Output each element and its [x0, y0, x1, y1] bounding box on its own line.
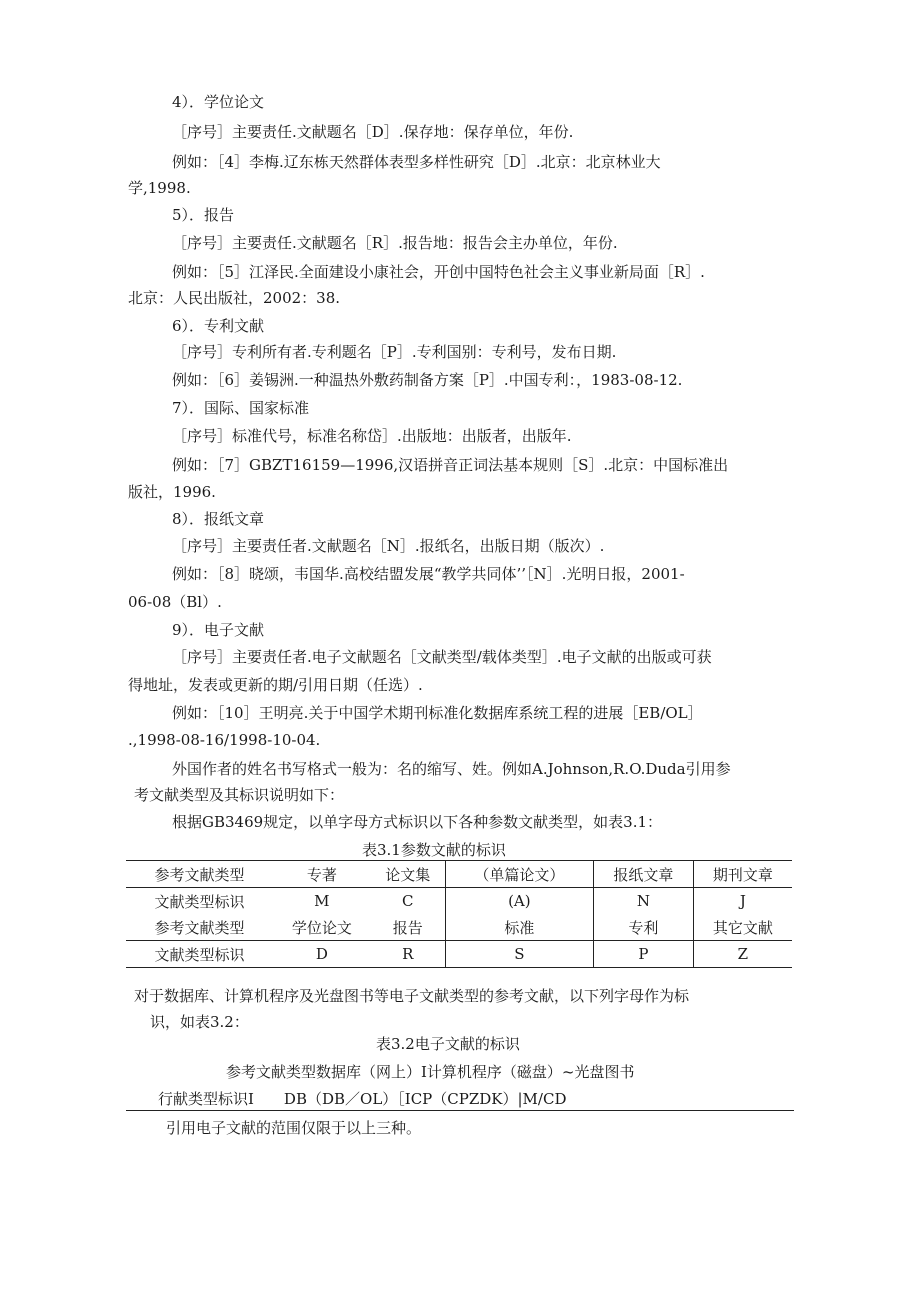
format-line: ［序号］专利所有者.专利题名［P］.专利国别：专利号，发布日期. [172, 343, 617, 361]
table-cell: M [314, 892, 330, 910]
table-cell: 文献类型标识 [126, 941, 273, 968]
example-continuation: 06-08（Bl）. [128, 593, 222, 611]
table-cell: （单篇论文） [445, 861, 594, 888]
paragraph-continuation: 考文献类型及其标识说明如下： [134, 786, 345, 804]
section-heading-electronic: 9）．电子文献 [172, 621, 265, 639]
section-heading-thesis: 4）．学位论文 [172, 93, 265, 111]
table-cell: 学位论文 [291, 918, 352, 937]
format-continuation: 得地址，发表或更新的期/引用日期（任选）. [128, 676, 423, 694]
example-line: 例如：［6］姜锡洲.一种温热外敷药制备方案［P］.中国专利：，1983-08-12. [172, 371, 683, 389]
example-continuation: 版社，1996. [128, 483, 216, 501]
format-line: ［序号］标准代号，标准名称岱］.出版地：出版者，出版年. [172, 427, 572, 445]
table-cell: 文献类型标识 [154, 892, 245, 911]
example-line: 例如：［4］李梅.辽东栋天然群体表型多样性研究［D］.北京：北京林业大 [172, 153, 661, 171]
example-line: 例如：［7］GBZT16159—1996,汉语拼音正词法基本规则［S］.北京：中国标准出 [172, 456, 729, 474]
example-continuation: 北京：人民出版社，2002：38. [128, 289, 341, 307]
table-cell: 报纸文章 [594, 861, 694, 888]
table-cell: 专利 [594, 914, 694, 941]
table-cell: S [445, 941, 594, 968]
table-cell: 专著 [273, 861, 371, 888]
example-line: 例如：［10］王明亮.关于中国学术期刊标准化数据库系统工程的进展［EB/OL］ [172, 704, 703, 722]
table-3-2-caption: 表3.2电子文献的标识 [376, 1035, 520, 1053]
table-row [126, 914, 792, 941]
section-heading-patent: 6）．专利文献 [172, 317, 265, 335]
table-row [126, 941, 792, 968]
table-row [126, 861, 792, 888]
format-line: ［序号］主要责任者.文献题名［N］.报纸名，出版日期（版次）. [172, 537, 605, 555]
section-heading-standard: 7）．国际、国家标准 [172, 399, 310, 417]
example-continuation: 学,1998. [128, 179, 191, 197]
table-3-1-caption: 表3.1参数文献的标识 [362, 841, 506, 859]
section-heading-report: 5）．报告 [172, 206, 235, 224]
table-cell: 参考文献类型 [126, 861, 273, 888]
example-line: 例如：［8］晓颂，韦国华.高校结盟发展“教学共同体’’［N］.光明日报，2001- [172, 565, 685, 583]
table-cell: Z [693, 941, 792, 968]
paragraph-electronic-types: 对于数据库、计算机程序及光盘图书等电子文献类型的参考文献，以下列字母作为标 [134, 987, 690, 1005]
table-3-2-header-row: 参考文献类型数据库（网上）I计算机程序（磁盘）~光盘图书 [226, 1063, 635, 1081]
table-cell: D [273, 941, 371, 968]
table-cell: J [739, 892, 746, 910]
paragraph-gb3469: 根据GB3469规定，以单字母方式标识以下各种参数文献类型，如表3.1： [172, 813, 663, 831]
table-cell: 论文集 [371, 861, 445, 888]
table-cell: 期刊文章 [693, 861, 792, 888]
table-cell: R [371, 941, 445, 968]
table-cell: P [594, 941, 694, 968]
table-3-1 [126, 860, 792, 968]
format-line: ［序号］主要责任者.电子文献题名［文献类型/载体类型］.电子文献的出版或可获 [172, 648, 712, 666]
table-cell: 标准 [445, 914, 594, 941]
example-continuation: .,1998-08-16/1998-10-04. [128, 731, 321, 749]
table-3-2-data-row: 行献类型标识I DB（DB／OL）［ICP（CPZDK）|M/CD [158, 1090, 567, 1108]
paragraph-foreign-authors: 外国作者的姓名书写格式一般为：名的缩写、姓。例如A.Johnson,R.O.Duda引用参 [172, 760, 731, 778]
table-cell: 其它文献 [712, 918, 773, 937]
section-heading-newspaper: 8）．报纸文章 [172, 510, 265, 528]
table-cell: N [594, 888, 694, 915]
format-line: ［序号］主要责任.文献题名［D］.保存地：保存单位，年份. [172, 123, 574, 141]
paragraph-continuation: 识，如表3.2： [150, 1013, 249, 1031]
closing-paragraph: 引用电子文献的范围仅限于以上三种。 [166, 1119, 422, 1137]
table-cell: (A) [445, 888, 594, 915]
table-cell: 参考文献类型 [154, 918, 245, 937]
table-cell: 报告 [371, 914, 445, 941]
example-line: 例如：［5］江泽民.全面建设小康社会，开创中国特色社会主义事业新局面［R］. [172, 263, 705, 281]
format-line: ［序号］主要责任.文献题名［R］.报告地：报告会主办单位，年份. [172, 234, 618, 252]
table-row [126, 888, 792, 915]
table-cell: C [371, 888, 445, 915]
table-3-2-bottom-rule [126, 1110, 794, 1111]
